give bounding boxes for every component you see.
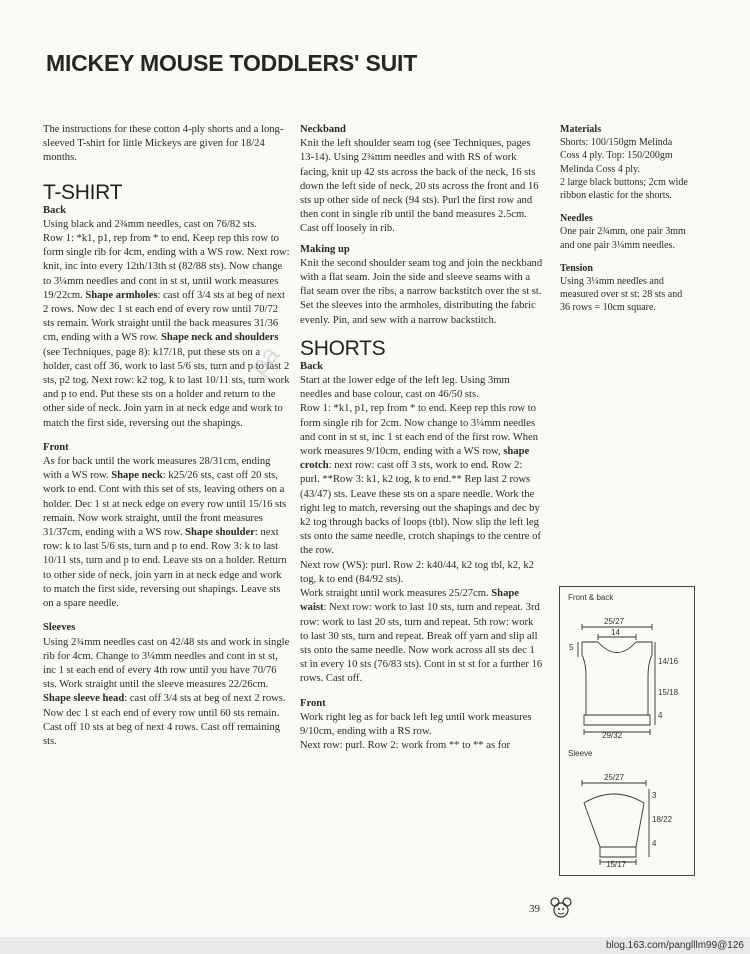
- materials-text: Shorts: 100/150gm Melinda Coss 4 ply. Top: 150/200gm Melinda Coss 4 ply.: [560, 137, 673, 175]
- shape-waist-text: : Next row: work to last 10 sts, turn and repeat. 3rd row: work to last 20 sts, turn and repeat. 5th row: work to last 30 sts, turn and repeat. Break off yarn and slip all sts onto the same needle. Now work across all sts dec 1 st in every 10 sts (76/83 sts). Cont in st st for a further 16 rows. Cast off.: [300, 602, 543, 685]
- fb-armhole: 14/16: [658, 657, 679, 666]
- tshirt-heading: T-SHIRT: [43, 180, 123, 204]
- sl-bottom-width: 15/17: [606, 860, 627, 869]
- neckband-heading: Neckband: [300, 124, 346, 135]
- garment-schematic: [560, 587, 694, 875]
- tshirt-front-text-1: As for back until the work measures 28/31cm, ending with a WS row.: [43, 456, 271, 482]
- sleeves-text-2: : cast off 3/4 sts at beg of next 2 rows. Now dec 1 st each end of every row until 60 sts remain. Cast off 10 sts at beg of next 4 rows. Cast off remaining sts.: [43, 693, 286, 747]
- column-right: [560, 123, 692, 315]
- sleeves-text-1: Using 2¾mm needles cast on 42/48 sts and work in single rib for 4cm. Change to 3¼mm needles and cont in st st, inc 1 st each end of every 4th row until you have 70/76 sts. Work straight until the sleeve measures 22/26cm.: [43, 636, 290, 691]
- tshirt-back-heading: Back: [43, 204, 66, 216]
- shape-neck-shoulders-text: (see Techniques, page 8): k17/18, put these sts on a holder, cast off 36, work to last 5/6 sts, turn and p to last 2 sts, p2 tog. Next row: k2 tog, k to last 10/11 sts, turn work and p to end. Put these sts on a holder and return to the other side of neck. Join yarn in at neck edge and work to match the first side, reversing out the shapings.: [43, 346, 290, 429]
- shape-neck-label: Shape neck: [111, 470, 163, 482]
- sleeves-text: [43, 636, 291, 750]
- column-middle: [300, 123, 543, 753]
- shorts-back-cast-on: Start at the lower edge of the left leg. Using 3mm needles and base colour, cast on 46/50 sts.: [300, 375, 510, 401]
- tshirt-front-text-2: : k25/26 sts, cast off 20 sts, work to end. Cont with this set of sts, leaving others on a holder. Dec 1 st at neck edge on every row until 15/16 sts remain. Now work straight, until the front measures 31/37cm, ending with a WS row.: [43, 470, 287, 539]
- shape-neck-shoulders-label: Shape neck and shoulders: [161, 332, 279, 344]
- shape-armholes-text: : cast off 3/4 sts at beg of next 2 rows. Now dec 1 st each end of every row until 70/72 sts remain. Work straight until the back measures 31/36 cm, ending with a WS row.: [43, 289, 285, 344]
- fb-rib: 4: [658, 711, 663, 720]
- shape-sleeve-head-label: Shape sleeve head: [43, 693, 125, 705]
- tshirt-back-rows-text: Row 1: *k1, p1, rep from * to end. Keep rep this row to form single rib for 4cm, ending with a WS row. Next row: knit, inc into every 12th/13th st (82/88 sts). Now change to 3¼mm needles and cont in st st, until work measures 19/22cm.: [43, 233, 290, 301]
- shorts-back-waist: [300, 587, 543, 686]
- fb-body: 15/18: [658, 688, 679, 697]
- shorts-back-rows: [300, 402, 543, 558]
- footer-url: blog.163.com/panglllm99@126: [605, 940, 744, 951]
- page-number: 39: [529, 903, 540, 915]
- tshirt-back-rows: [43, 232, 291, 431]
- sl-top-width: 25/27: [604, 773, 625, 782]
- tension-text: Using 3¼mm needles and measured over st st: 28 sts and 36 rows = 10cm square.: [560, 276, 683, 314]
- tshirt-front-text-3: : next row: k to last 5/6 sts, turn and p to end. Row 3: k to last 10/11 sts, turn and p to end. Leave sts on a holder. Return to other side of neck, join yarn in at neck edge and work to match the first side, reversing out shapings. Leave sts on a spare needle.: [43, 527, 287, 610]
- tension-heading: Tension: [560, 262, 593, 274]
- fb-top-width: 25/27: [604, 617, 625, 626]
- tshirt-back-cast-on: Using black and 2¾mm needles, cast on 76/82 sts.: [43, 218, 257, 230]
- shorts-back-rows-2: : next row: cast off 3 sts, work to end. Row 2: purl. **Row 3: k1, k2 tog, k to end.** Rep last 2 rows (43/47) sts. Leave these sts on a spare needle. Work the right leg to match, reversing out the shapings and dec by k2 tog through backs of loops (tbl). Now slip the left leg sts onto the same needle, crotch shapings to the centre of the row.: [300, 460, 541, 557]
- fb-neck-width: 14: [611, 628, 620, 637]
- shorts-front-text-2: Next row: purl. Row 2: work from ** to ** as for: [300, 740, 511, 752]
- shape-waist-label: Shape waist: [300, 588, 519, 614]
- tshirt-front-heading: Front: [43, 441, 69, 453]
- shorts-back-straight: Work straight until work measures 25/27cm.: [300, 588, 489, 600]
- sl-cap: 3: [652, 791, 657, 800]
- needles-text: One pair 2¾mm, one pair 3mm and one pair 3¼mm needles.: [560, 226, 686, 251]
- materials-text-2: 2 large black buttons; 2cm wide ribbon elastic for the shorts.: [560, 176, 688, 202]
- intro-text: The instructions for these cotton 4-ply shorts and a long-sleeved T-shirt for little Mickeys are given for 18/24 months.: [43, 124, 284, 164]
- materials-heading: Materials: [560, 124, 602, 135]
- fb-bottom-width: 29/32: [602, 731, 623, 740]
- front-back-label: Front & back: [568, 593, 614, 602]
- shorts-back-heading: Back: [300, 360, 323, 372]
- pattern-diagram: [559, 586, 695, 876]
- shape-shoulder-label: Shape shoulder: [185, 527, 255, 539]
- shorts-front-text-1: Work right leg as for back left leg until work measures 9/10cm, ending with a RS row.: [300, 711, 532, 737]
- page-title: MICKEY MOUSE TODDLERS' SUIT: [46, 50, 418, 76]
- watermark: pa: [243, 339, 285, 381]
- shorts-back-next-row: Next row (WS): purl. Row 2: k40/44, k2 tog tbl, k2, k2 tog, k to end (84/92 sts).: [300, 559, 534, 585]
- sl-rib: 4: [652, 839, 657, 848]
- column-left: [43, 123, 291, 749]
- neckband-text: Knit the left shoulder seam tog (see Techniques, pages 13-14). Using 2¾mm needles and with RS of work facing, knit up 42 sts across the back of the neck, 16 sts down the left side of neck, 20 sts across the front and 16 sts up other side of neck (94 sts). Purl the first row and then cont in single rib until the band measures 2.5cm. Cast off loosely in rib.: [300, 138, 539, 235]
- making-up-heading: Making up: [300, 243, 350, 255]
- sl-length: 18/22: [652, 815, 673, 824]
- shorts-front-heading: Front: [300, 697, 326, 709]
- footer-bar: [0, 937, 750, 954]
- shape-armholes-label: Shape armholes: [85, 289, 158, 301]
- shorts-back-rows-1: Row 1: *k1, p1, rep from * to end. Keep rep this row to form single rib for 2cm. Now change to 3¼mm needles and cont in st st, inc 1 st each end of the first row. When work measures 9/10cm, ending with a WS row,: [300, 403, 539, 458]
- tshirt-front-text: [43, 455, 291, 611]
- sleeve-label: Sleeve: [568, 749, 593, 758]
- making-up-text: Knit the second shoulder seam tog and join the neckband with a flat seam. Join the side and sleeve seams with a flat seam over the ribs, a narrow backstitch over the st st. Set the sleeves into the armholes, distributing the fabric evenly. Pin, and sew with a narrow backstitch.: [300, 257, 543, 326]
- sleeves-heading: Sleeves: [43, 622, 76, 634]
- shorts-heading: SHORTS: [300, 336, 386, 360]
- fb-shoulder: 5: [569, 643, 574, 652]
- needles-heading: Needles: [560, 213, 593, 225]
- shape-crotch-label: shape crotch: [300, 446, 530, 472]
- mickey-mascot-icon: [549, 896, 573, 920]
